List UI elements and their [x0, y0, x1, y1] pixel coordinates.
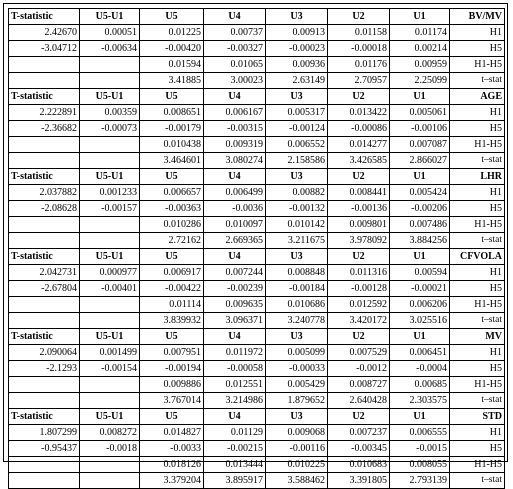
table-cell: [9, 393, 80, 409]
table-cell: [80, 57, 140, 73]
column-header: U4: [204, 89, 266, 105]
table-cell: 0.006552: [266, 137, 328, 153]
table-cell: 0.013422: [328, 105, 390, 121]
table-cell: [9, 217, 80, 233]
table-cell: [9, 313, 80, 329]
table-cell: 2.42670: [9, 25, 80, 41]
column-header: U5: [140, 409, 204, 425]
table-cell: -0.00136: [328, 201, 390, 217]
column-header: U2: [328, 409, 390, 425]
table-cell: [80, 377, 140, 393]
table-cell: -0.00363: [140, 201, 204, 217]
column-header: U4: [204, 9, 266, 25]
table-cell: -0.00058: [204, 361, 266, 377]
column-header: U5: [140, 9, 204, 25]
table-cell: -0.95437: [9, 441, 80, 457]
table-cell: 0.01174: [390, 25, 450, 41]
table-cell: -0.00154: [80, 361, 140, 377]
table-cell: [9, 137, 80, 153]
table-row: [9, 201, 505, 217]
table-cell: 3.420172: [328, 313, 390, 329]
table-cell: -0.00401: [80, 281, 140, 297]
table-cell: -0.00215: [204, 441, 266, 457]
column-header: U3: [266, 409, 328, 425]
column-header: U3: [266, 329, 328, 345]
table-cell: [80, 73, 140, 89]
table-cell: -0.00033: [266, 361, 328, 377]
table-cell: [80, 137, 140, 153]
table-row: [9, 105, 505, 121]
table-cell: -2.08628: [9, 201, 80, 217]
table-cell: 2.72162: [140, 233, 204, 249]
column-header: U1: [390, 329, 450, 345]
column-header: U4: [204, 249, 266, 265]
table-cell: -0.00106: [390, 121, 450, 137]
variable-label: STD: [450, 409, 505, 425]
column-header: U2: [328, 9, 390, 25]
table-cell: 0.001499: [80, 345, 140, 361]
column-header: U5: [140, 329, 204, 345]
table-row: [9, 185, 505, 201]
column-header: U3: [266, 169, 328, 185]
table-cell: -0.00132: [266, 201, 328, 217]
table-cell: -0.00086: [328, 121, 390, 137]
table-cell: 0.007244: [204, 265, 266, 281]
table-row: [9, 473, 505, 489]
table-cell: 3.884256: [390, 233, 450, 249]
table-cell: 0.010225: [266, 457, 328, 473]
row-label: H1-H5: [450, 217, 505, 233]
table-row: [9, 137, 505, 153]
table-row: [9, 297, 505, 313]
column-header: U5-U1: [80, 249, 140, 265]
table-cell: 0.01065: [204, 57, 266, 73]
table-cell: -2.67804: [9, 281, 80, 297]
table-cell: 3.379204: [140, 473, 204, 489]
table-row: [9, 153, 505, 169]
table-cell: -0.00023: [266, 41, 328, 57]
table-cell: -0.00184: [266, 281, 328, 297]
column-header: U1: [390, 169, 450, 185]
table-cell: 3.211675: [266, 233, 328, 249]
table-cell: 0.009801: [328, 217, 390, 233]
column-header: U1: [390, 409, 450, 425]
column-header: U1: [390, 249, 450, 265]
row-label: H5: [450, 201, 505, 217]
table-cell: 0.000977: [80, 265, 140, 281]
table-cell: -0.00018: [328, 41, 390, 57]
row-label: H5: [450, 281, 505, 297]
table-cell: -0.0004: [390, 361, 450, 377]
column-header: U4: [204, 169, 266, 185]
variable-label: AGE: [450, 89, 505, 105]
table-cell: [9, 473, 80, 489]
table-cell: 0.006555: [390, 425, 450, 441]
column-header: U2: [328, 249, 390, 265]
column-header: U1: [390, 9, 450, 25]
table-cell: -0.0012: [328, 361, 390, 377]
table-cell: -0.00073: [80, 121, 140, 137]
column-header: U4: [204, 409, 266, 425]
table-row: [9, 73, 505, 89]
row-label: t–stat: [450, 233, 505, 249]
table-cell: -0.0036: [204, 201, 266, 217]
table-cell: 0.006451: [390, 345, 450, 361]
table-cell: 3.895917: [204, 473, 266, 489]
table-cell: 0.01594: [140, 57, 204, 73]
table-cell: 0.01129: [204, 425, 266, 441]
table-cell: 0.005317: [266, 105, 328, 121]
column-header: U5: [140, 249, 204, 265]
table-cell: 1.807299: [9, 425, 80, 441]
table-cell: 2.042731: [9, 265, 80, 281]
table-cell: 0.006657: [140, 185, 204, 201]
row-label: H1: [450, 25, 505, 41]
column-header: T-statistic: [9, 409, 80, 425]
table-cell: 2.866027: [390, 153, 450, 169]
column-header: U5-U1: [80, 329, 140, 345]
table-cell: 0.01176: [328, 57, 390, 73]
table-cell: -0.00128: [328, 281, 390, 297]
table-cell: 0.010097: [204, 217, 266, 233]
table-cell: 2.640428: [328, 393, 390, 409]
table-cell: 2.793139: [390, 473, 450, 489]
table-cell: 0.00359: [80, 105, 140, 121]
table-cell: -0.0033: [140, 441, 204, 457]
table-cell: 3.025516: [390, 313, 450, 329]
variable-label: BV/MV: [450, 9, 505, 25]
table-cell: 2.63149: [266, 73, 328, 89]
table-cell: 0.005429: [266, 377, 328, 393]
table-cell: 3.41885: [140, 73, 204, 89]
table-row: [9, 441, 505, 457]
table-row: [9, 361, 505, 377]
table-cell: [9, 233, 80, 249]
table-row: [9, 25, 505, 41]
table-cell: 0.007529: [328, 345, 390, 361]
row-label: H1-H5: [450, 377, 505, 393]
table-cell: -0.00420: [140, 41, 204, 57]
table-cell: 3.096371: [204, 313, 266, 329]
table-cell: 0.00737: [204, 25, 266, 41]
table-cell: 0.00685: [390, 377, 450, 393]
table-cell: -0.00327: [204, 41, 266, 57]
column-header: U1: [390, 89, 450, 105]
column-header: U2: [328, 169, 390, 185]
table-cell: 2.037882: [9, 185, 80, 201]
table-row: [9, 57, 505, 73]
table-cell: 0.005061: [390, 105, 450, 121]
block-header-row: [9, 169, 505, 185]
column-header: U4: [204, 329, 266, 345]
column-header: U5-U1: [80, 9, 140, 25]
table-cell: 3.464601: [140, 153, 204, 169]
table-cell: 0.005099: [266, 345, 328, 361]
column-header: T-statistic: [9, 329, 80, 345]
table-cell: 0.009068: [266, 425, 328, 441]
column-header: T-statistic: [9, 169, 80, 185]
table-cell: 0.011316: [328, 265, 390, 281]
table-cell: 0.00214: [390, 41, 450, 57]
table-cell: -0.00179: [140, 121, 204, 137]
row-label: H1-H5: [450, 57, 505, 73]
row-label: H1: [450, 105, 505, 121]
table-cell: [9, 297, 80, 313]
row-label: H5: [450, 121, 505, 137]
row-label: t–stat: [450, 73, 505, 89]
row-label: H1: [450, 345, 505, 361]
table-cell: 2.090064: [9, 345, 80, 361]
table-cell: [80, 393, 140, 409]
table-cell: -0.00194: [140, 361, 204, 377]
table-cell: 3.839932: [140, 313, 204, 329]
table-cell: -0.00021: [390, 281, 450, 297]
table-cell: 0.00051: [80, 25, 140, 41]
table-cell: 0.014827: [140, 425, 204, 441]
table-row: [9, 345, 505, 361]
variable-label: LHR: [450, 169, 505, 185]
table-cell: 0.001233: [80, 185, 140, 201]
table-cell: 0.010286: [140, 217, 204, 233]
table-row: [9, 265, 505, 281]
table-cell: 3.978092: [328, 233, 390, 249]
table-cell: 0.01158: [328, 25, 390, 41]
table-row: [9, 377, 505, 393]
table-cell: -0.00634: [80, 41, 140, 57]
column-header: U5: [140, 169, 204, 185]
table-cell: -0.00124: [266, 121, 328, 137]
table-cell: [9, 457, 80, 473]
table-cell: 0.009886: [140, 377, 204, 393]
table-cell: [80, 233, 140, 249]
table-cell: -0.0018: [80, 441, 140, 457]
table-cell: 0.010683: [328, 457, 390, 473]
table-row: [9, 121, 505, 137]
row-label: t–stat: [450, 153, 505, 169]
table-cell: 3.426585: [328, 153, 390, 169]
table-cell: 0.007951: [140, 345, 204, 361]
row-label: H1: [450, 265, 505, 281]
block-header-row: [9, 89, 505, 105]
table-cell: 2.158586: [266, 153, 328, 169]
results-table-body: [9, 9, 505, 489]
table-cell: 0.006499: [204, 185, 266, 201]
table-cell: -3.04712: [9, 41, 80, 57]
block-header-row: [9, 249, 505, 265]
variable-label: CFVOLA: [450, 249, 505, 265]
table-cell: [9, 73, 80, 89]
table-cell: [80, 313, 140, 329]
table-cell: 0.014277: [328, 137, 390, 153]
column-header: U3: [266, 89, 328, 105]
table-cell: 3.080274: [204, 153, 266, 169]
table-cell: 0.006917: [140, 265, 204, 281]
table-cell: [80, 473, 140, 489]
table-cell: 0.008055: [390, 457, 450, 473]
table-cell: 0.010142: [266, 217, 328, 233]
table-cell: 0.012551: [204, 377, 266, 393]
table-row: [9, 313, 505, 329]
table-row: [9, 217, 505, 233]
table-cell: 3.00023: [204, 73, 266, 89]
table-row: [9, 425, 505, 441]
table-cell: 0.00936: [266, 57, 328, 73]
table-cell: 0.008727: [328, 377, 390, 393]
table-cell: 1.879652: [266, 393, 328, 409]
table-cell: 0.007237: [328, 425, 390, 441]
table-cell: 3.214986: [204, 393, 266, 409]
table-cell: 0.009319: [204, 137, 266, 153]
table-cell: 0.005424: [390, 185, 450, 201]
table-cell: 0.007087: [390, 137, 450, 153]
table-cell: 0.018126: [140, 457, 204, 473]
row-label: H5: [450, 361, 505, 377]
column-header: U2: [328, 329, 390, 345]
results-table: [8, 8, 505, 489]
table-cell: 0.007486: [390, 217, 450, 233]
table-cell: 3.240778: [266, 313, 328, 329]
column-header: T-statistic: [9, 9, 80, 25]
table-cell: 0.011972: [204, 345, 266, 361]
table-cell: -2.36682: [9, 121, 80, 137]
table-cell: 2.70957: [328, 73, 390, 89]
table-cell: 0.009635: [204, 297, 266, 313]
table-cell: 2.669365: [204, 233, 266, 249]
table-cell: 0.006167: [204, 105, 266, 121]
table-cell: 2.303575: [390, 393, 450, 409]
row-label: H1: [450, 185, 505, 201]
block-header-row: [9, 329, 505, 345]
table-cell: 0.00882: [266, 185, 328, 201]
row-label: H1: [450, 425, 505, 441]
table-cell: -0.00422: [140, 281, 204, 297]
row-label: H5: [450, 441, 505, 457]
column-header: T-statistic: [9, 249, 80, 265]
column-header: U5: [140, 89, 204, 105]
row-label: H1-H5: [450, 297, 505, 313]
table-cell: -0.0015: [390, 441, 450, 457]
table-row: [9, 281, 505, 297]
table-cell: -0.00345: [328, 441, 390, 457]
table-cell: 0.012592: [328, 297, 390, 313]
table-row: [9, 393, 505, 409]
row-label: t–stat: [450, 393, 505, 409]
table-cell: 0.008651: [140, 105, 204, 121]
table-cell: 0.00959: [390, 57, 450, 73]
table-cell: [80, 297, 140, 313]
table-cell: [80, 153, 140, 169]
table-cell: 2.25099: [390, 73, 450, 89]
table-cell: 0.00913: [266, 25, 328, 41]
table-cell: [9, 377, 80, 393]
table-cell: -0.00116: [266, 441, 328, 457]
column-header: U5-U1: [80, 409, 140, 425]
block-header-row: [9, 9, 505, 25]
table-cell: 3.588462: [266, 473, 328, 489]
table-cell: 0.008441: [328, 185, 390, 201]
row-label: H1-H5: [450, 137, 505, 153]
column-header: T-statistic: [9, 89, 80, 105]
table-cell: [9, 57, 80, 73]
row-label: H1-H5: [450, 457, 505, 473]
block-header-row: [9, 409, 505, 425]
row-label: t–stat: [450, 473, 505, 489]
table-cell: 0.013444: [204, 457, 266, 473]
table-cell: 3.391805: [328, 473, 390, 489]
column-header: U3: [266, 249, 328, 265]
table-cell: -0.00206: [390, 201, 450, 217]
table-row: [9, 41, 505, 57]
variable-label: MV: [450, 329, 505, 345]
table-cell: 0.008272: [80, 425, 140, 441]
table-cell: -0.00157: [80, 201, 140, 217]
row-label: t–stat: [450, 313, 505, 329]
table-cell: [80, 457, 140, 473]
table-cell: 0.01225: [140, 25, 204, 41]
table-cell: 0.01114: [140, 297, 204, 313]
table-cell: -0.00239: [204, 281, 266, 297]
table-row: [9, 233, 505, 249]
table-cell: [9, 153, 80, 169]
column-header: U5-U1: [80, 169, 140, 185]
table-cell: -2.1293: [9, 361, 80, 377]
table-cell: -0.00315: [204, 121, 266, 137]
table-row: [9, 457, 505, 473]
table-cell: 0.008848: [266, 265, 328, 281]
table-cell: 0.010686: [266, 297, 328, 313]
row-label: H5: [450, 41, 505, 57]
column-header: U3: [266, 9, 328, 25]
table-cell: 2.222891: [9, 105, 80, 121]
column-header: U2: [328, 89, 390, 105]
table-cell: 0.006206: [390, 297, 450, 313]
table-cell: 0.010438: [140, 137, 204, 153]
table-cell: 3.767014: [140, 393, 204, 409]
column-header: U5-U1: [80, 89, 140, 105]
table-cell: [80, 217, 140, 233]
table-cell: 0.00594: [390, 265, 450, 281]
